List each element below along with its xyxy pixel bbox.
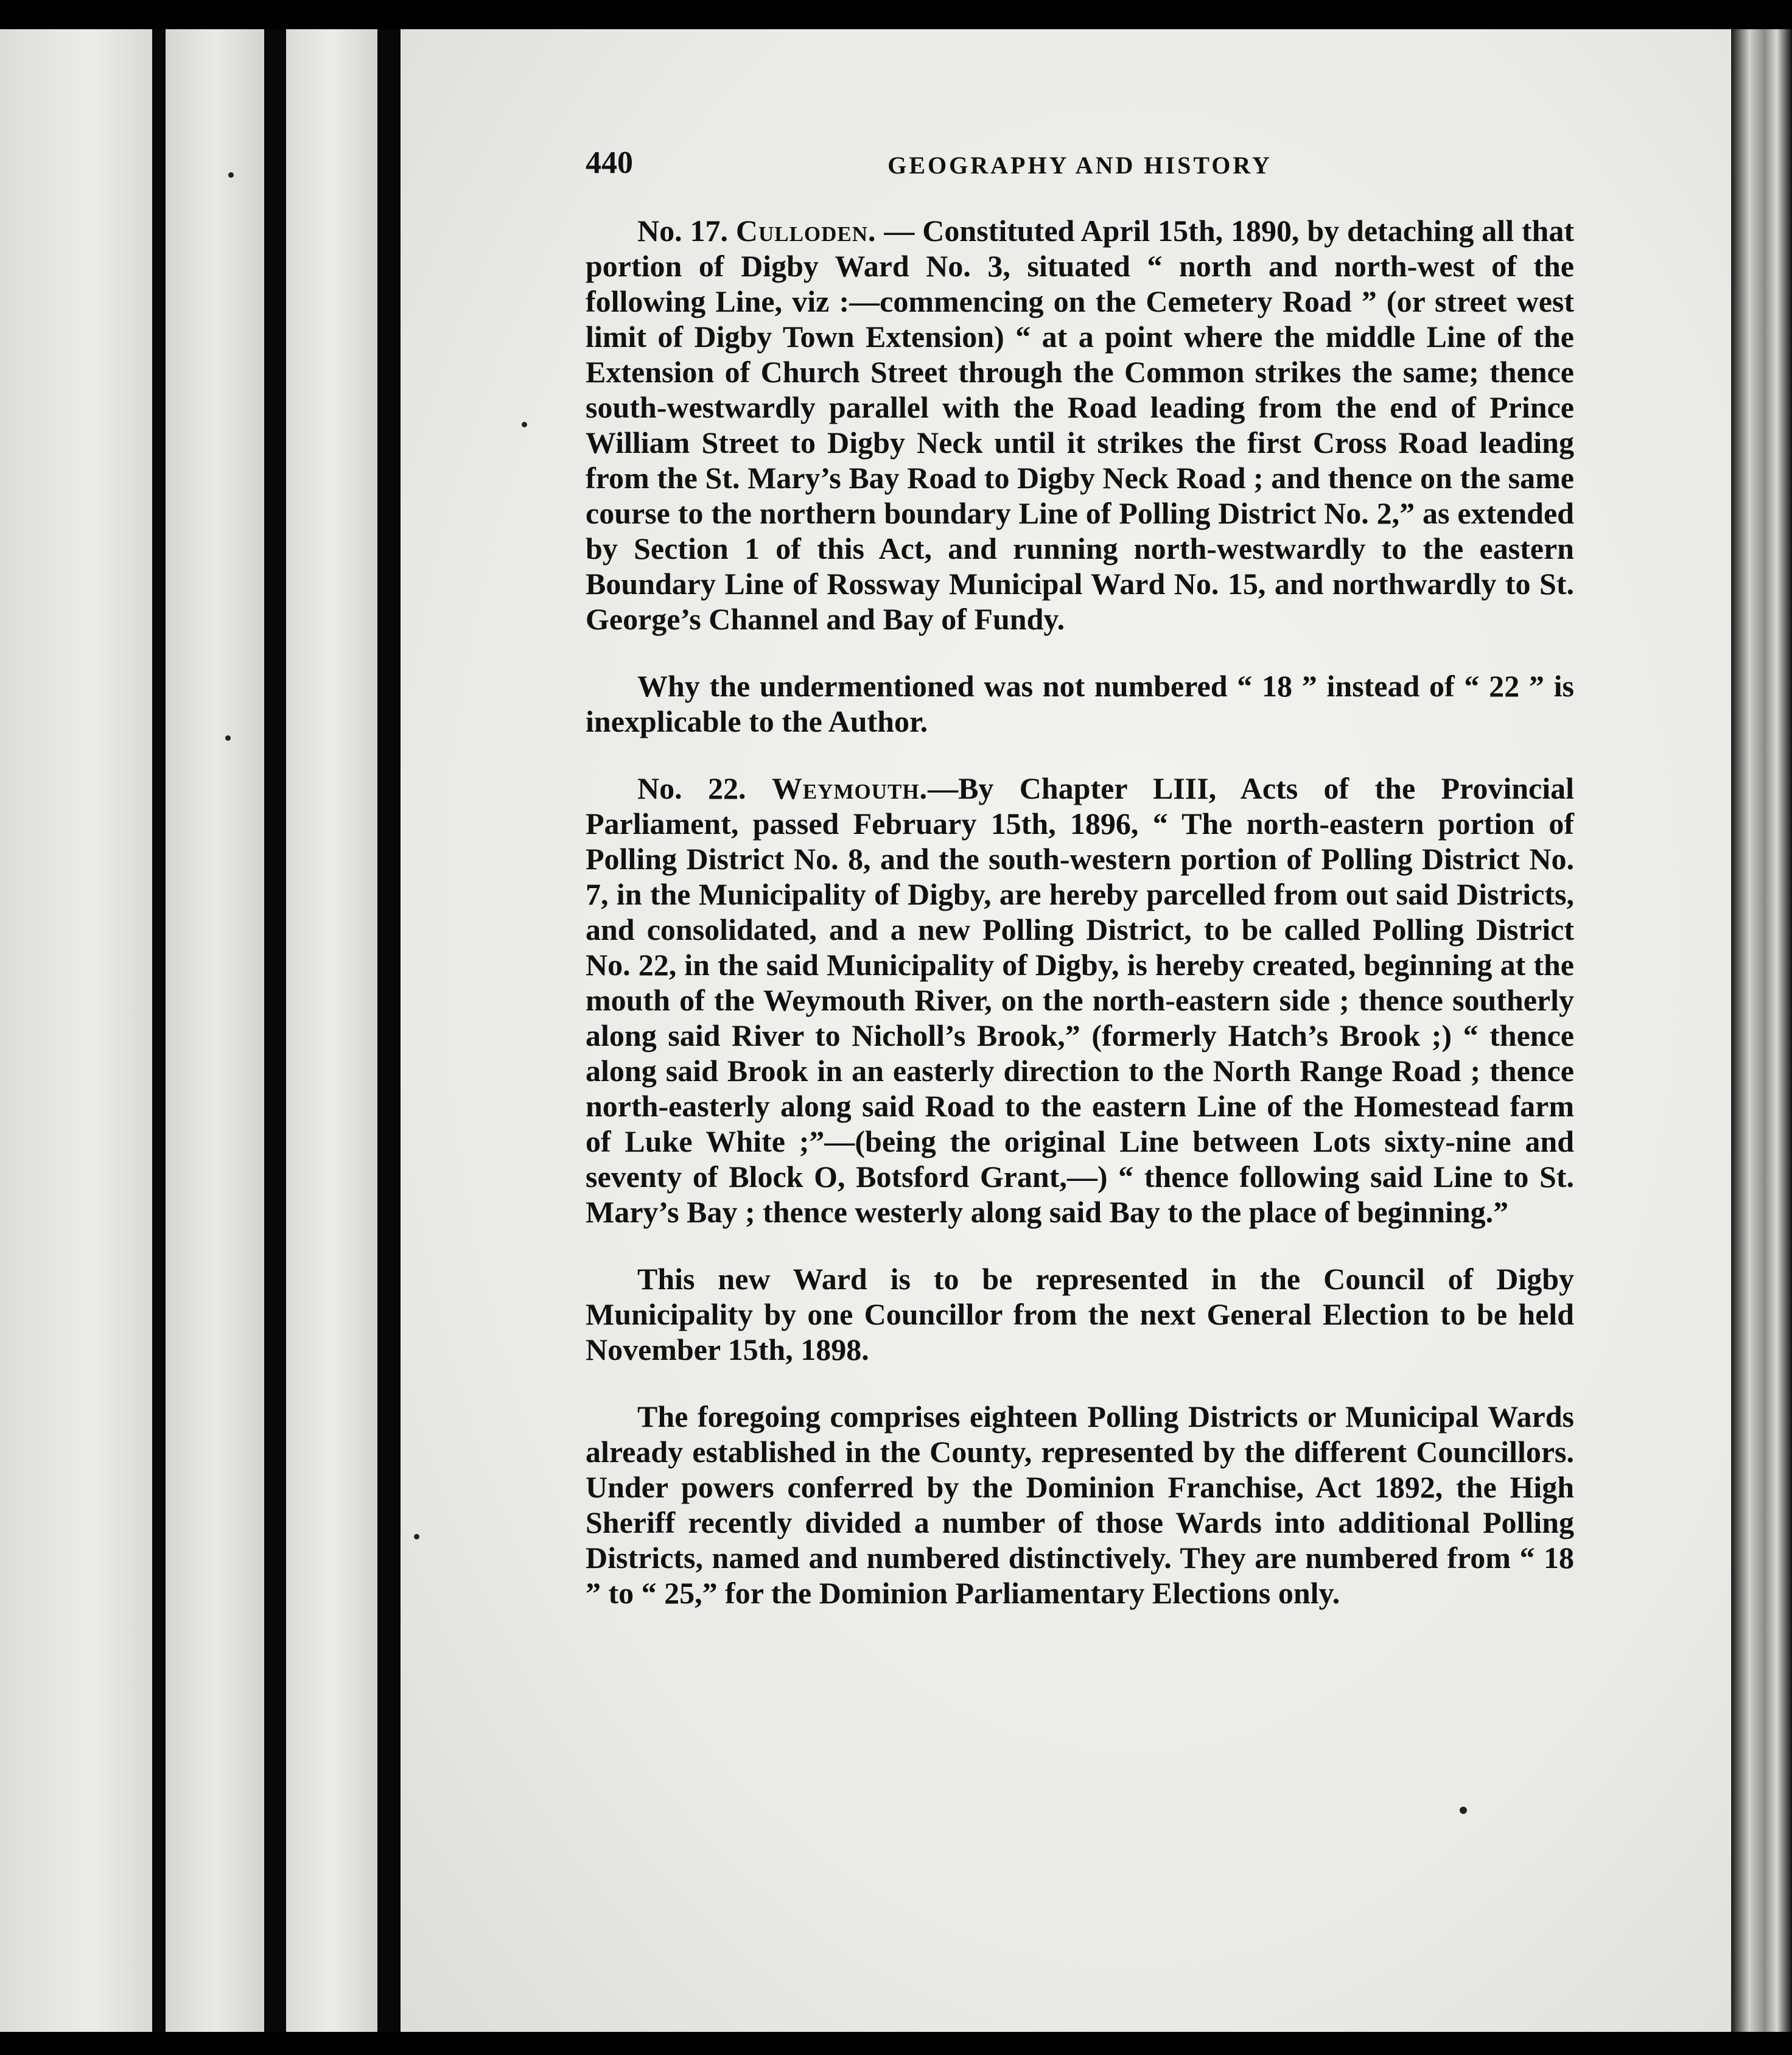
page-gutter <box>377 29 401 2032</box>
scan-speck <box>225 735 231 741</box>
paragraph-representation: This new Ward is to be represented in the Council of Digby Municipality by one Councillor from the next General Election to be held November 15th, 1898. <box>586 1262 1574 1367</box>
previous-page-edge <box>0 29 152 2032</box>
section-number: No. 22. <box>637 771 746 805</box>
scan-speck <box>1460 1807 1467 1814</box>
paragraph-text: —By Chapter LIII, Acts of the Provincial Parliament, passed February 15th, 1896, “ The north-eastern portion of Polling District No. 8, and the south-western portion of Polling District No. 7, in the Municipality of Digby, are hereby parcelled from out said Districts, and consolidated, and a new Polling District, to be called Polling District No. 22, in the said Municipality of Digby, is hereby created, beginning at the mouth of the Weymouth River, on the north-eastern side ; thence southerly along said River to Nicholl’s Brook,” (formerly Hatch’s Brook ;) “ thence along said Brook in an easterly direction to the North Range Road ; thence north-easterly along said Road to the eastern Line of the Homestead farm of Luke White ;”—(being the original Line between Lots sixty-nine and seventy of Block O, Botsford Grant,—) “ thence following said Line to St. Mary’s Bay ; thence westerly along said Bay to the place of beginning.” <box>586 771 1575 1229</box>
running-title: GEOGRAPHY AND HISTORY <box>887 152 1272 179</box>
page-gutter <box>152 29 166 2032</box>
scan-speck <box>522 422 527 427</box>
previous-page-edge <box>166 29 264 2032</box>
paragraph-text: — Constituted April 15th, 1890, by detaching all that portion of Digby Ward No. 3, situated “ north and north-west of the following Line, viz :—commencing on the Cemetery Road ” (or street west limit of Digby Town Extension) “ at a point where the middle Line of the Extension of Church Street through the Common strikes the same; thence south-westwardly parallel with the Road leading from the end of Prince William Street to Digby Neck until it strikes the first Cross Road leading from the St. Mary’s Bay Road to Digby Neck Road ; and thence on the same course to the northern boundary Line of Polling District No. 2,” as extended by Section 1 of this Act, and running north-westwardly to the eastern Boundary Line of Rossway Municipal Ward No. 15, and northwardly to St. George’s Channel and Bay of Fundy. <box>586 214 1575 636</box>
body-text <box>586 213 1574 1611</box>
section-name: Weymouth. <box>771 771 928 805</box>
scan-speck <box>228 172 234 178</box>
running-head <box>586 145 1574 187</box>
previous-page-edge <box>286 29 377 2032</box>
section-number: No. 17. <box>637 214 728 248</box>
page-number: 440 <box>586 145 633 180</box>
paragraph-weymouth <box>586 771 1574 1230</box>
scan-top-border <box>0 0 1792 29</box>
paragraph-culloden <box>586 213 1574 637</box>
section-name: Culloden. <box>735 214 877 248</box>
page-gutter <box>264 29 286 2032</box>
page-stack-edge <box>1731 29 1792 2032</box>
scan-bottom-border <box>0 2032 1792 2055</box>
paragraph-note: Why the undermentioned was not numbered “ 18 ” instead of “ 22 ” is inexplicable to the Author. <box>586 669 1574 738</box>
scan-speck <box>414 1534 419 1539</box>
paragraph-summary: The foregoing comprises eighteen Polling Districts or Municipal Wards already established in the County, represented by the different Councillors. Under powers conferred by the Dominion Franchise, Act 1892, the High Sheriff recently divided a number of those Wards into additional Polling Districts, named and numbered distinctively. They are numbered from “ 18 ” to “ 25,” for the Dominion Parliamentary Elections only. <box>586 1399 1574 1610</box>
